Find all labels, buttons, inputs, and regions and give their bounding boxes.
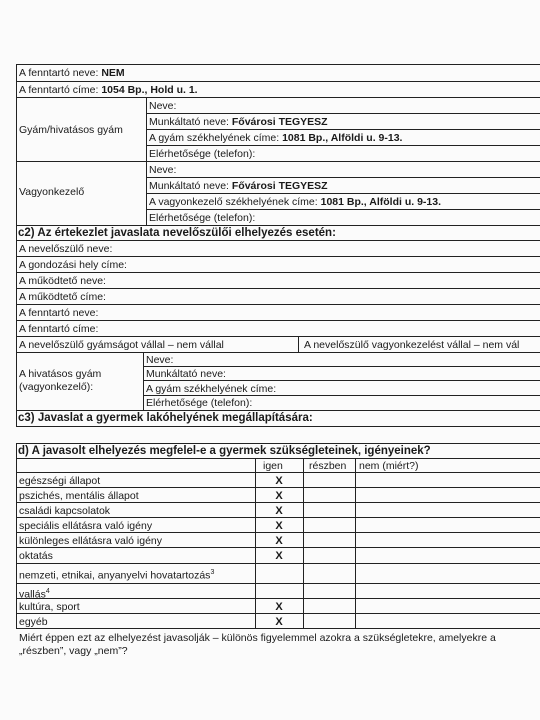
c2-row-mukodteto-neve: A működtető neve: bbox=[19, 275, 106, 287]
d-row-label: speciális ellátásra való igény bbox=[19, 520, 153, 532]
gyam-elerhetoseg: Elérhetősége (telefon): bbox=[149, 148, 256, 160]
c2-row-fenntarto-cime: A fenntartó címe: bbox=[19, 323, 99, 335]
vagyon-munkaltato-value: Fővárosi TEGYESZ bbox=[231, 180, 328, 192]
c2-row-gondozasi-cim: A gondozási hely címe: bbox=[19, 259, 127, 271]
d-row-igen-mark: X bbox=[275, 505, 283, 517]
fenntarto-cim-value: 1054 Bp., Hold u. 1. bbox=[101, 84, 198, 96]
d-heading: d) A javasolt elhelyezés megfelel-e a gyermek szükségleteinek, igényeinek? bbox=[18, 445, 431, 457]
d-row-igen-mark: X bbox=[275, 616, 283, 628]
d-col-reszben: részben bbox=[309, 460, 347, 472]
vagyon-neve: Neve: bbox=[149, 164, 177, 176]
d-row-igen-mark: X bbox=[275, 535, 283, 547]
c2-row-mukodteto-cime: A működtető címe: bbox=[19, 291, 106, 303]
d-row-label: különleges ellátásra való igény bbox=[19, 535, 163, 547]
c2-vagyonkezeles-text: A nevelőszülő vagyonkezelést vállal – nem vál bbox=[304, 339, 520, 351]
d-question-line-2: „részben”, vagy „nem”? bbox=[19, 645, 128, 657]
d-row-label-vallas bbox=[19, 586, 50, 601]
c2-hivatasos-label-2: (vagyonkezelő): bbox=[19, 381, 94, 393]
fenntarto-cim-row bbox=[19, 84, 198, 96]
d-row-label: nemzeti, etnikai, anyanyelvi hovatartozás bbox=[19, 569, 211, 582]
gyam-szekhely-row bbox=[149, 132, 402, 144]
fenntarto-nev-value: NEM bbox=[101, 67, 125, 79]
c2-h-neve: Neve: bbox=[146, 354, 174, 366]
d-row-igen-mark: X bbox=[275, 520, 283, 532]
gyam-munkaltato-label: Munkáltató neve: bbox=[149, 116, 229, 128]
d-col-nem: nem (miért?) bbox=[359, 460, 419, 472]
d-row-label: kultúra, sport bbox=[19, 601, 80, 613]
c2-h-szekhely: A gyám székhelyének címe: bbox=[146, 383, 277, 395]
d-col-igen: igen bbox=[263, 460, 283, 472]
gyam-szekhely-label: A gyám székhelyének címe: bbox=[149, 132, 280, 144]
d-question-line-1: Miért éppen ezt az elhelyezést javasolják – különös figyelemmel azokra a szükségletekre, amelyekre a bbox=[19, 632, 496, 644]
vagyon-munkaltato-label: Munkáltató neve: bbox=[149, 180, 229, 192]
d-row-label: vallás bbox=[19, 588, 46, 601]
d-row-label: pszichés, mentális állapot bbox=[19, 490, 139, 502]
d-row-label: családi kapcsolatok bbox=[19, 505, 111, 517]
d-row-label-nemzeti bbox=[19, 567, 214, 582]
c2-heading: c2) Az értekezlet javaslata nevelőszülői elhelyezés esetén: bbox=[18, 227, 336, 239]
footnote-3: 3 bbox=[210, 569, 215, 576]
d-row-igen-mark: X bbox=[275, 601, 283, 613]
d-row-label: oktatás bbox=[19, 550, 53, 562]
footnote-4: 4 bbox=[45, 588, 50, 595]
c3-heading: c3) Javaslat a gyermek lakóhelyének megállapítására: bbox=[18, 412, 313, 424]
d-row-igen-mark: X bbox=[275, 550, 283, 562]
d-row-igen-mark: X bbox=[275, 490, 283, 502]
c2-h-munkaltato: Munkáltató neve: bbox=[146, 368, 226, 380]
vagyon-szekhely-label: A vagyonkezelő székhelyének címe: bbox=[149, 196, 318, 208]
d-row-label: egészségi állapot bbox=[19, 475, 101, 487]
fenntarto-nev-row bbox=[19, 67, 125, 79]
c2-hivatasos-label-1: A hivatásos gyám bbox=[19, 368, 102, 380]
gyam-neve: Neve: bbox=[149, 100, 177, 112]
vagyonkezelo-label: Vagyonkezelő bbox=[19, 186, 85, 198]
vagyon-szekhely-row bbox=[149, 196, 441, 208]
fenntarto-nev-label: A fenntartó neve: bbox=[19, 67, 99, 79]
d-row-igen-mark: X bbox=[275, 475, 283, 487]
vagyon-szekhely-value: 1081 Bp., Alföldi u. 9-13. bbox=[320, 196, 442, 208]
gyam-munkaltato-value: Fővárosi TEGYESZ bbox=[231, 116, 328, 128]
c2-row-nevelo-neve: A nevelőszülő neve: bbox=[19, 243, 113, 255]
c2-gyamsag-text: A nevelőszülő gyámságot vállal – nem vállal bbox=[19, 339, 224, 351]
d-row-label: egyéb bbox=[19, 616, 48, 628]
c2-row-fenntarto-neve: A fenntartó neve: bbox=[19, 307, 99, 319]
vagyon-elerhetoseg: Elérhetősége (telefon): bbox=[149, 212, 256, 224]
gyam-label: Gyám/hivatásos gyám bbox=[19, 124, 123, 136]
vagyon-munkaltato-row bbox=[149, 180, 328, 192]
c2-h-elerhetoseg: Elérhetősége (telefon): bbox=[146, 397, 253, 409]
gyam-munkaltato-row bbox=[149, 116, 328, 128]
fenntarto-cim-label: A fenntartó címe: bbox=[19, 84, 99, 96]
gyam-szekhely-value: 1081 Bp., Alföldi u. 9-13. bbox=[282, 132, 403, 144]
